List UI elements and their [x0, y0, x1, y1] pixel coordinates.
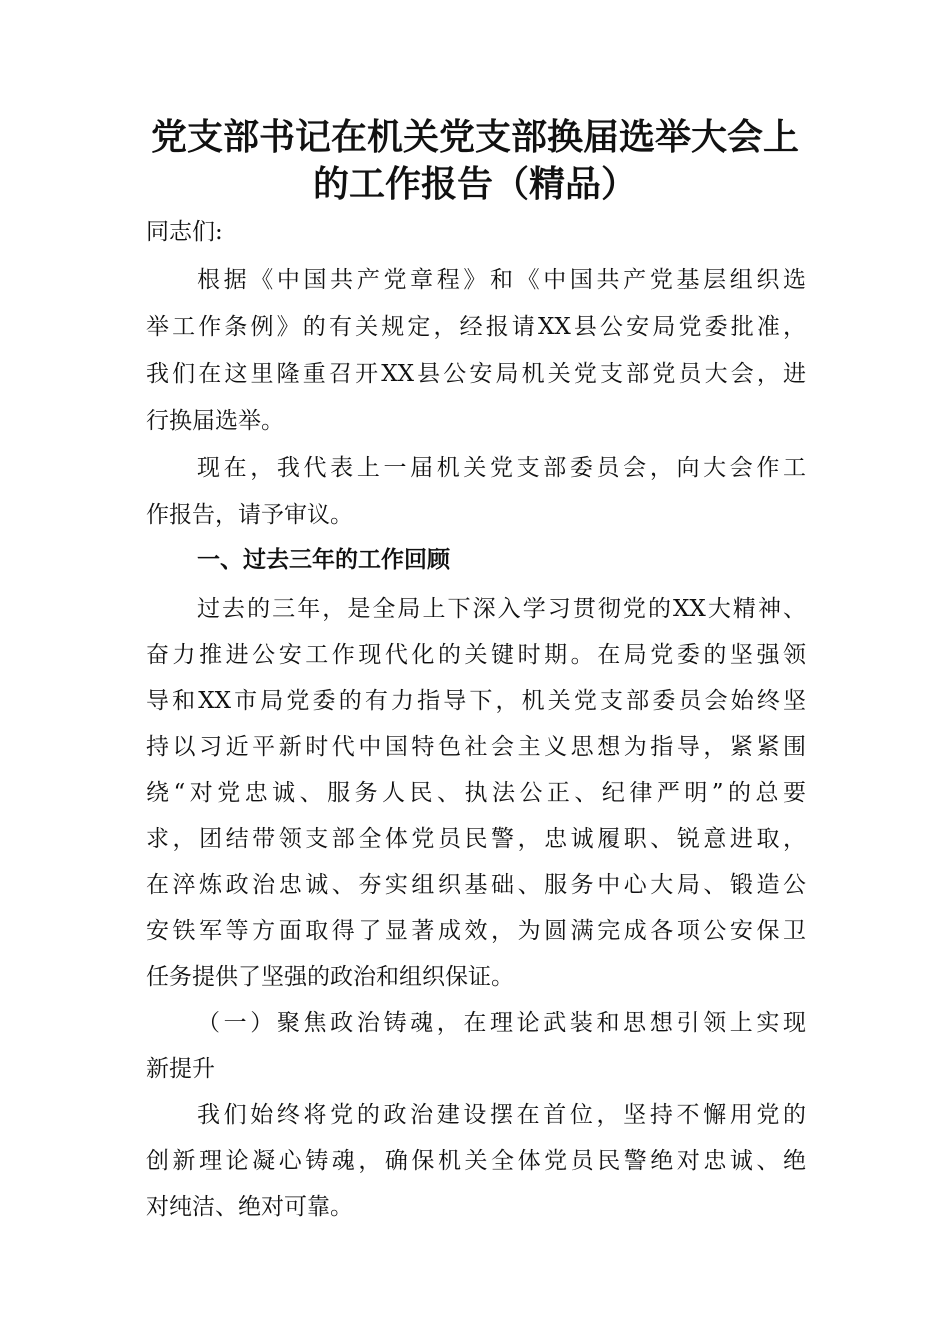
paragraph-3-line-4: 持以习近平新时代中国特色社会主义思想为指导，紧紧围 — [146, 734, 806, 760]
subheading-1-line-2: 新提升 — [146, 1056, 215, 1082]
paragraph-3-line-7: 在淬炼政治忠诚、夯实组织基础、服务中心大局、锻造公 — [146, 872, 806, 898]
document-title-line-2: 的工作报告（精品） — [312, 163, 637, 205]
paragraph-1-line-4: 行换届选举。 — [146, 408, 284, 434]
paragraph-1-line-1: 根据《中国共产党章程》和《中国共产党基层组织选 — [197, 267, 806, 293]
paragraph-1-line-3: 我们在这里隆重召开XX县公安局机关党支部党员大会，进 — [146, 361, 806, 387]
paragraph-2-line-2: 作报告，请予审议。 — [146, 502, 353, 528]
document-title-line-1: 党支部书记在机关党支部换届选举大会上 — [150, 116, 799, 158]
paragraph-4-line-2: 创新理论凝心铸魂，确保机关全体党员民警绝对忠诚、绝 — [146, 1148, 806, 1174]
paragraph-1-line-2: 举工作条例》的有关规定，经报请XX县公安局党委批准， — [146, 314, 806, 340]
paragraph-3-line-9: 任务提供了坚强的政治和组织保证。 — [146, 964, 514, 990]
paragraph-3-line-6: 求，团结带领支部全体党员民警，忠诚履职、锐意进取， — [146, 826, 806, 852]
section-heading-1: 一、过去三年的工作回顾 — [197, 547, 450, 573]
paragraph-3-line-1: 过去的三年，是全局上下深入学习贯彻党的XX大精神、 — [197, 596, 806, 622]
paragraph-3-line-5: 绕“对党忠诚、服务人民、执法公正、纪律严明”的总要 — [146, 780, 806, 806]
paragraph-3-line-8: 安铁军等方面取得了显著成效，为圆满完成各项公安保卫 — [146, 918, 806, 944]
paragraph-3-line-3: 导和XX市局党委的有力指导下，机关党支部委员会始终坚 — [146, 688, 806, 714]
paragraph-4-line-1: 我们始终将党的政治建设摆在首位，坚持不懈用党的 — [197, 1102, 806, 1128]
paragraph-3-line-2: 奋力推进公安工作现代化的关键时期。在局党委的坚强领 — [146, 642, 806, 668]
paragraph-2-line-1: 现在，我代表上一届机关党支部委员会，向大会作工 — [197, 455, 806, 481]
salutation: 同志们: — [146, 219, 223, 245]
paragraph-4-line-3: 对纯洁、绝对可靠。 — [146, 1194, 353, 1220]
subheading-1-line-1: （一）聚焦政治铸魂，在理论武装和思想引领上实现 — [197, 1010, 806, 1036]
